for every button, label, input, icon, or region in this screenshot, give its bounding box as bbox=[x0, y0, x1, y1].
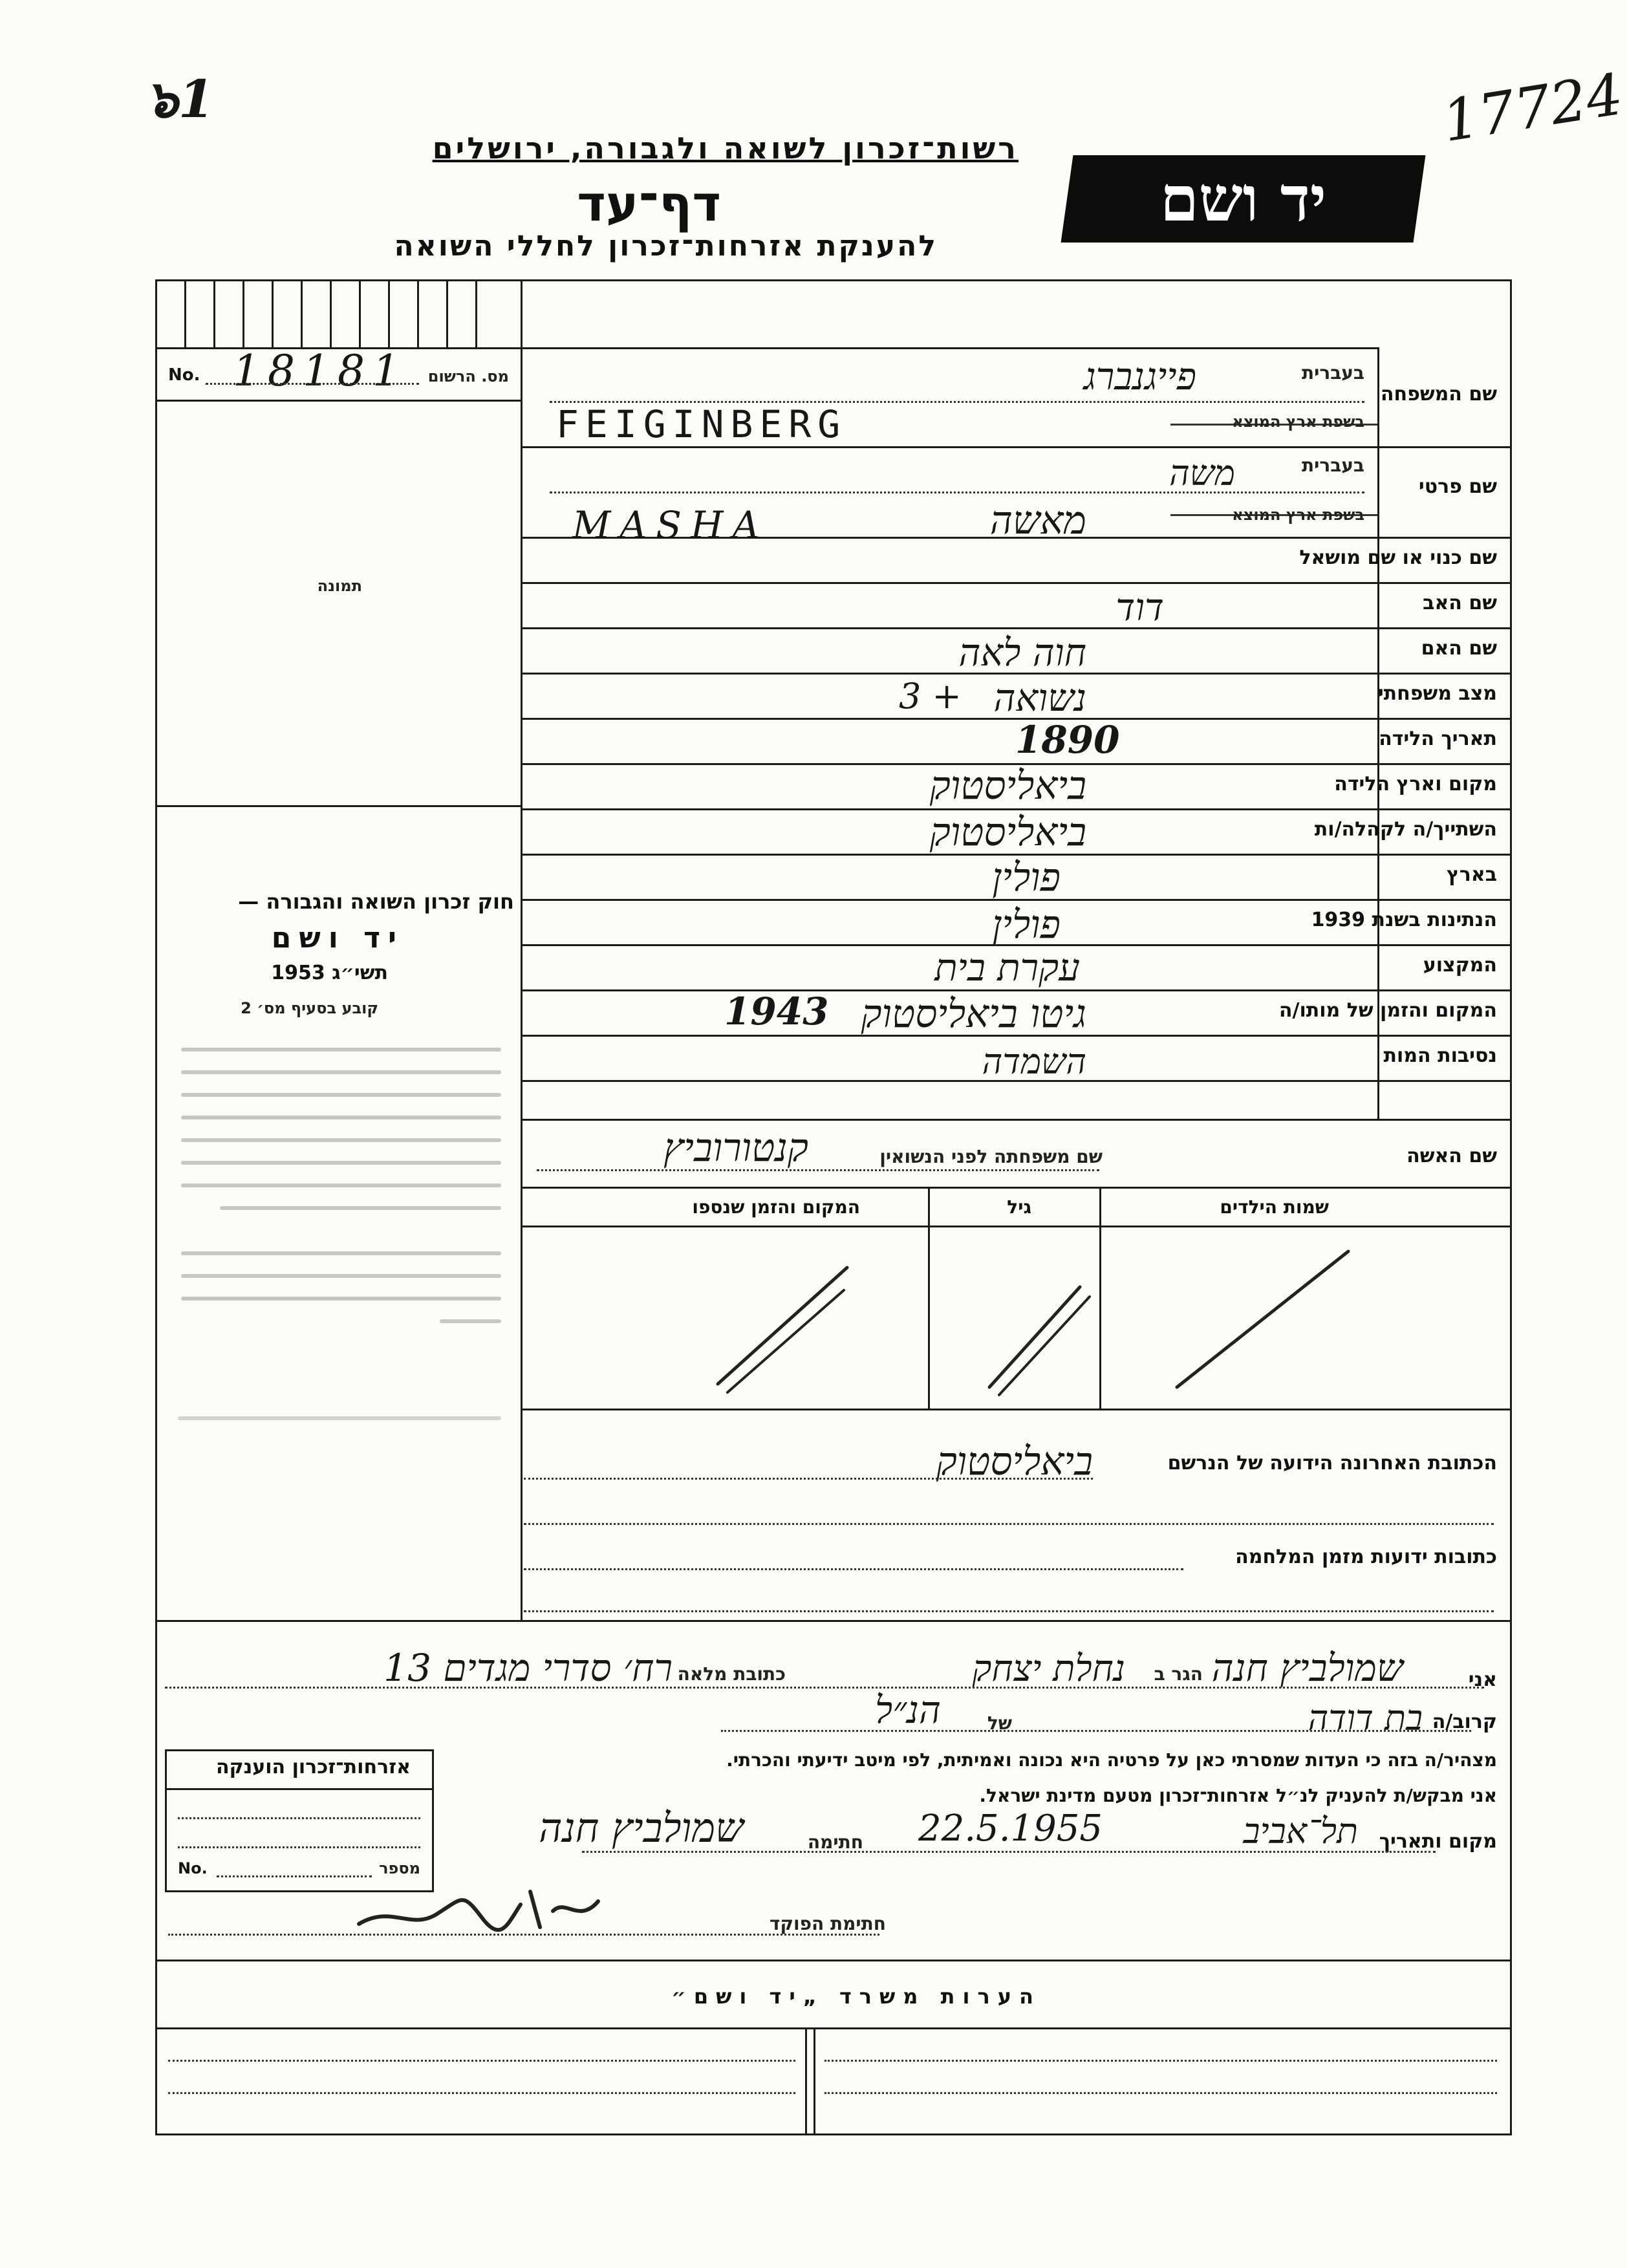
declarant-signature: שמולביץ חנה bbox=[539, 1804, 744, 1852]
citizenship-number-label: מספר bbox=[379, 1859, 420, 1877]
children-age-header: גיל bbox=[1007, 1196, 1031, 1218]
place-value: תל־אביב bbox=[1243, 1811, 1358, 1852]
frame-left bbox=[155, 279, 157, 2135]
citizenship-box-title: אזרחות־זכרון הוענקה bbox=[215, 1756, 411, 1778]
corner-mark: ๖1 bbox=[145, 69, 215, 129]
file-number: 17724 bbox=[1438, 60, 1627, 155]
profession-value: עקרת בית bbox=[934, 945, 1080, 989]
birth-date-value: 1890 bbox=[1015, 718, 1120, 762]
declarant-address: רח׳ סדרי מגדים 13 bbox=[383, 1646, 673, 1690]
first-name-label: שם פרטי bbox=[1418, 475, 1497, 498]
date-value: 22.5.1955 bbox=[918, 1808, 1103, 1850]
wartime-address-label: כתובות ידועות מזמן המלחמה bbox=[1235, 1546, 1497, 1568]
surname-origin-sublabel: בשפת ארץ המוצא bbox=[1232, 413, 1364, 431]
profession-label: המקצוע bbox=[1423, 954, 1497, 977]
place-date-label: מקום ותאריך bbox=[1379, 1830, 1497, 1853]
community-label: השתייך/ה לקהלה/ות bbox=[1314, 818, 1497, 841]
frame-right bbox=[1510, 279, 1512, 2135]
community-value: ביאליסטוק bbox=[929, 810, 1086, 855]
marital-status-label: מצב משפחתי bbox=[1377, 682, 1497, 705]
logo-text: יד ושם bbox=[1159, 162, 1327, 235]
registration-no-label: No. bbox=[168, 365, 200, 385]
children-count-value: 3 + bbox=[899, 676, 962, 717]
children-names-header: שמות הילדים bbox=[1220, 1196, 1329, 1218]
law-year: תשי״ג 1953 bbox=[271, 962, 388, 984]
surname-hebrew-sublabel: בעברית bbox=[1301, 362, 1364, 383]
officer-signature-label: חתימת הפוקד bbox=[769, 1913, 886, 1934]
first-name-origin-hebrew-value: מאשה bbox=[989, 498, 1086, 543]
law-name: יד ושם bbox=[271, 922, 404, 955]
birth-date-label: תאריך הלידה bbox=[1379, 728, 1497, 750]
death-circumstances-value: השמדה bbox=[982, 1041, 1086, 1082]
law-clause: קובע בסעיף מס׳ 2 bbox=[241, 999, 378, 1017]
children-death-header: המקום והזמן שנספו bbox=[692, 1196, 860, 1218]
citizenship-no-label: No. bbox=[178, 1859, 208, 1877]
children-crossed-out bbox=[521, 1226, 1510, 1409]
surname-label: שם המשפחה bbox=[1380, 383, 1497, 405]
law-title: חוק זכרון השואה והגבורה — bbox=[238, 889, 514, 914]
marital-status-value: נשואה bbox=[993, 676, 1086, 720]
registration-number: 18181 bbox=[233, 346, 407, 396]
country-label: בארץ bbox=[1446, 863, 1497, 886]
frame-bottom bbox=[155, 2133, 1512, 2135]
of-value: הנ״ל bbox=[874, 1688, 941, 1732]
left-column-divider bbox=[521, 279, 523, 1621]
last-address-value: ביאליסטוק bbox=[936, 1439, 1093, 1484]
wife-label: שם האשה bbox=[1406, 1145, 1497, 1167]
declaration-statement-1: מצהיר/ה בזה כי העדות שמסרתי כאן על פרטיה היא נכונה ואמיתית, לפי מיטב ידיעתי והכרתי. bbox=[726, 1749, 1497, 1771]
father-name-label: שם האב bbox=[1423, 592, 1497, 614]
photo-label: תמונה bbox=[317, 577, 362, 595]
surname-hebrew-value: פייגנברג bbox=[1083, 354, 1196, 398]
death-place-time-label: המקום והזמן של מותו/ה bbox=[1278, 999, 1497, 1022]
first-name-origin-sublabel: בשפת ארץ המוצא bbox=[1232, 506, 1364, 524]
nickname-label: שם כנוי או שם מושאל bbox=[1299, 546, 1497, 569]
yad-vashem-logo bbox=[1061, 155, 1426, 243]
signature-label: חתימה bbox=[807, 1831, 863, 1853]
relative-label: קרוב/ה bbox=[1432, 1711, 1497, 1733]
declaration-statement-2: אני מבקש/ת להעניק לנ״ל אזרחות־זכרון מטעם מדינת ישראל. bbox=[979, 1785, 1497, 1806]
declarant-i-label: אני bbox=[1468, 1669, 1497, 1691]
death-place-value: גיטו ביאליסטוק bbox=[861, 991, 1086, 1037]
mother-name-value: חוה לאה bbox=[958, 631, 1086, 675]
authority-name: רשות־זכרון לשואה ולגבורה, ירושלים bbox=[432, 131, 1018, 166]
first-name-hebrew-sublabel: בעברית bbox=[1301, 455, 1364, 476]
declarant-name: שמולביץ חנה bbox=[1211, 1646, 1403, 1690]
wife-maiden-name-label: שם משפחתה לפני הנשואין bbox=[879, 1146, 1103, 1167]
declarant-resides-label: הגר ב bbox=[1154, 1663, 1203, 1685]
surname-origin-value: FEIGINBERG bbox=[556, 402, 847, 446]
nationality-1939-value: פולין bbox=[992, 902, 1061, 947]
last-address-label: הכתובת האחרונה הידועה של הנרשם bbox=[1167, 1452, 1497, 1474]
declarant-city: נחלת יצחק bbox=[972, 1648, 1125, 1690]
mother-name-label: שם האם bbox=[1421, 637, 1497, 660]
registration-label: מס. הרשום bbox=[427, 367, 509, 385]
declarant-address-label: כתובת מלאה bbox=[677, 1663, 786, 1685]
form-title: דף־עד bbox=[577, 175, 721, 232]
country-value: פולין bbox=[992, 855, 1061, 900]
death-circumstances-label: נסיבות המות bbox=[1383, 1044, 1497, 1067]
father-name-value: דוד bbox=[1115, 585, 1164, 629]
birth-place-label: מקום וארץ הלידה bbox=[1334, 773, 1497, 795]
birth-place-value: ביאליסטוק bbox=[929, 763, 1086, 808]
first-name-origin-value: MASHA bbox=[572, 503, 769, 547]
of-label: של bbox=[987, 1712, 1012, 1734]
death-year-value: 1943 bbox=[724, 989, 829, 1033]
form-subtitle: להענקת אזרחות־זכרון לחללי השואה bbox=[394, 230, 938, 263]
first-name-hebrew-value: משה bbox=[1169, 453, 1235, 493]
wife-maiden-name-value: קנטורוביץ bbox=[663, 1125, 808, 1171]
relation-value: בת דודה bbox=[1308, 1698, 1423, 1738]
notes-title: הערות משרד „יד ושם״ bbox=[671, 1984, 1041, 2009]
nationality-1939-label: הנתינות בשנת 1939 bbox=[1311, 909, 1497, 931]
